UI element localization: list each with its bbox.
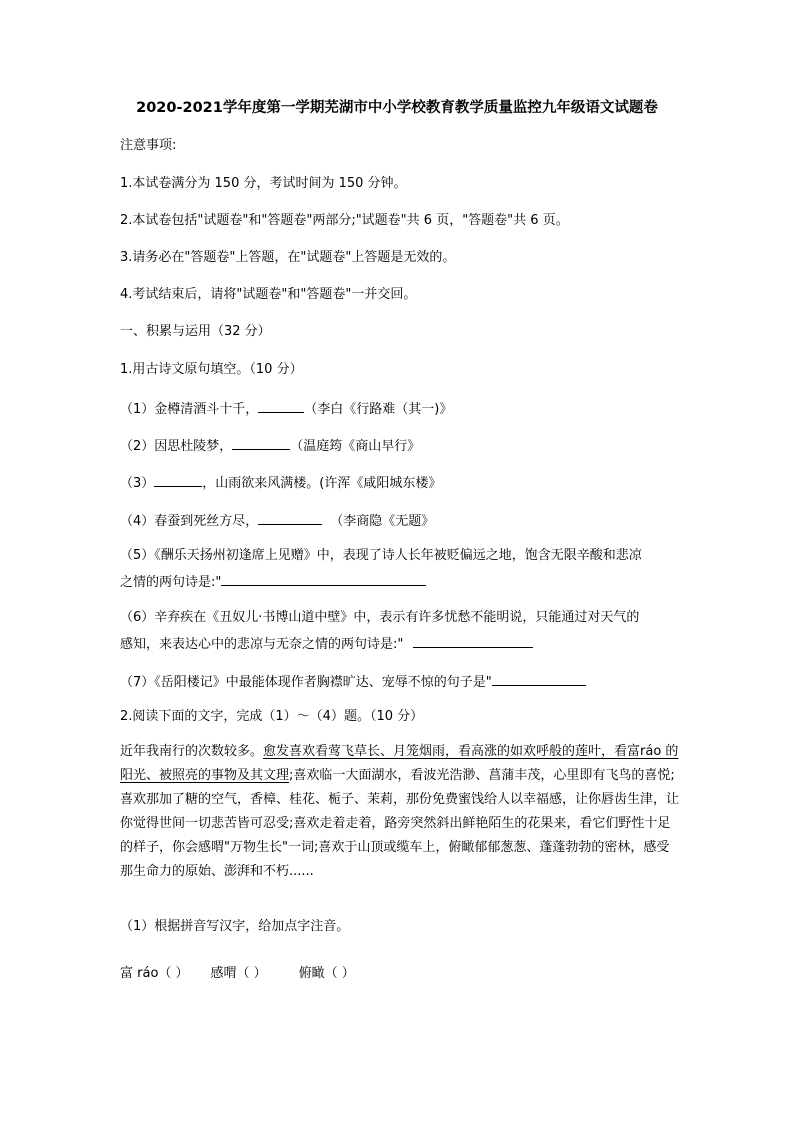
page-title: 2020-2021学年度第一学期芜湖市中小学校教育教学质量监控九年级语文试题卷 (136, 100, 658, 116)
q1-item-2-text: （2）因思杜陵梦， (120, 439, 233, 454)
q1-item-1 (120, 398, 452, 419)
q1-item-3-text: ，山雨欲来风满楼。(许浑《咸阳城东楼》 (202, 476, 442, 491)
q1-item-1-text: （1）金樽清酒斗十千， (120, 402, 259, 417)
pinyin-answer-row (120, 965, 355, 983)
answer-blank[interactable] (258, 510, 322, 525)
answer-blank[interactable] (413, 633, 533, 648)
answer-blank[interactable] (221, 571, 426, 586)
passage-underlined-2: ráo 的阳光、被照亮的事物及其文理 (120, 744, 679, 783)
question-2-stem: 2.阅读下面的文字，完成（1）～（4）题。（10 分） (120, 709, 424, 724)
answer-item-1[interactable]: 富 ráo（ ） (120, 966, 189, 981)
answer-blank[interactable] (492, 671, 586, 686)
q1-item-4-source: （李商隐《无题》 (330, 514, 435, 529)
q1-item-6-line-1: （6）辛弃疾在《丑奴儿·书博山道中壁》中，表示有许多忧愁不能明说，只能通过对天气的 (120, 610, 640, 625)
answer-blank[interactable] (154, 472, 202, 487)
reading-passage (120, 740, 680, 884)
note-item-1: 1.本试卷满分为 150 分，考试时间为 150 分钟。 (120, 176, 407, 191)
q1-item-5-line-1: （5）《酬乐天扬州初逢席上见赠》中，表现了诗人长年被贬偏远之地，饱含无限辛酸和悲凉 (120, 548, 642, 563)
passage-intro: 近年我南行的次数较多。 (120, 744, 264, 759)
q1-item-4-text: （4）春蚕到死丝方尽， (120, 514, 259, 529)
q1-item-3-label: （3） (120, 476, 155, 491)
answer-blank[interactable] (232, 435, 290, 450)
q1-item-4 (120, 510, 434, 531)
section-heading: 一、积累与运用（32 分） (120, 324, 271, 339)
q2-sub-1: （1）根据拼音写汉字，给加点字注音。 (120, 919, 350, 934)
q1-item-6-line-2 (120, 633, 533, 654)
answer-item-3[interactable]: 俯瞰（ ） (298, 966, 355, 981)
notes-heading: 注意事项: (120, 138, 177, 153)
q1-item-5-text: 之情的两句诗是:" (120, 575, 222, 590)
q1-item-7-text: （7）《岳阳楼记》中最能体现作者胸襟旷达、宠辱不惊的句子是" (120, 675, 492, 690)
q1-item-1-source: （李白《行路难（其一)》 (304, 402, 453, 417)
passage-underlined-1: 愈发喜欢看莺飞草长、月笼烟雨，看高涨的如欢呼般的莲叶，看富 (263, 744, 641, 759)
note-item-3: 3.请务必在"答题卷"上答题，在"试题卷"上答题是无效的。 (120, 250, 456, 265)
q1-item-2 (120, 435, 420, 456)
passage-body: ;喜欢临一大面湖水，看波光浩渺、菖蒲丰茂，心里即有飞鸟的喜悦;喜欢那加了糖的空气，香樟、桂花、栀子、茉莉，那份免费蜜饯给人以幸福感，让你唇齿生津，让你觉得世间一切悲苦皆可忍受;喜欢走着走着，路旁突然斜出鲜艳陌生的花果来，看它们野性十足的样子，你会感喟"万物生长"一词;喜欢于山顶或缆车上，俯瞰郁郁葱葱、蓬蓬勃勃的密林，感受那生命力的原始、澎湃和不朽...... (120, 768, 680, 879)
note-item-2: 2.本试卷包括"试题卷"和"答题卷"两部分;"试题卷"共 6 页，"答题卷"共 6 页。 (120, 213, 569, 228)
q1-item-2-source: （温庭筠《商山早行》 (290, 439, 421, 454)
q1-item-3 (120, 472, 441, 493)
q1-item-6-text: 感知，来表达心中的悲凉与无奈之情的两句诗是:" (120, 637, 404, 652)
answer-blank[interactable] (258, 398, 304, 413)
question-1-stem: 1.用古诗文原句填空。（10 分） (120, 362, 303, 377)
q1-item-7 (120, 671, 586, 692)
answer-item-2[interactable]: 感喟（ ） (210, 966, 267, 981)
note-item-4: 4.考试结束后，请将"试题卷"和"答题卷"一并交回。 (120, 287, 417, 302)
q1-item-5-line-2 (120, 571, 426, 592)
